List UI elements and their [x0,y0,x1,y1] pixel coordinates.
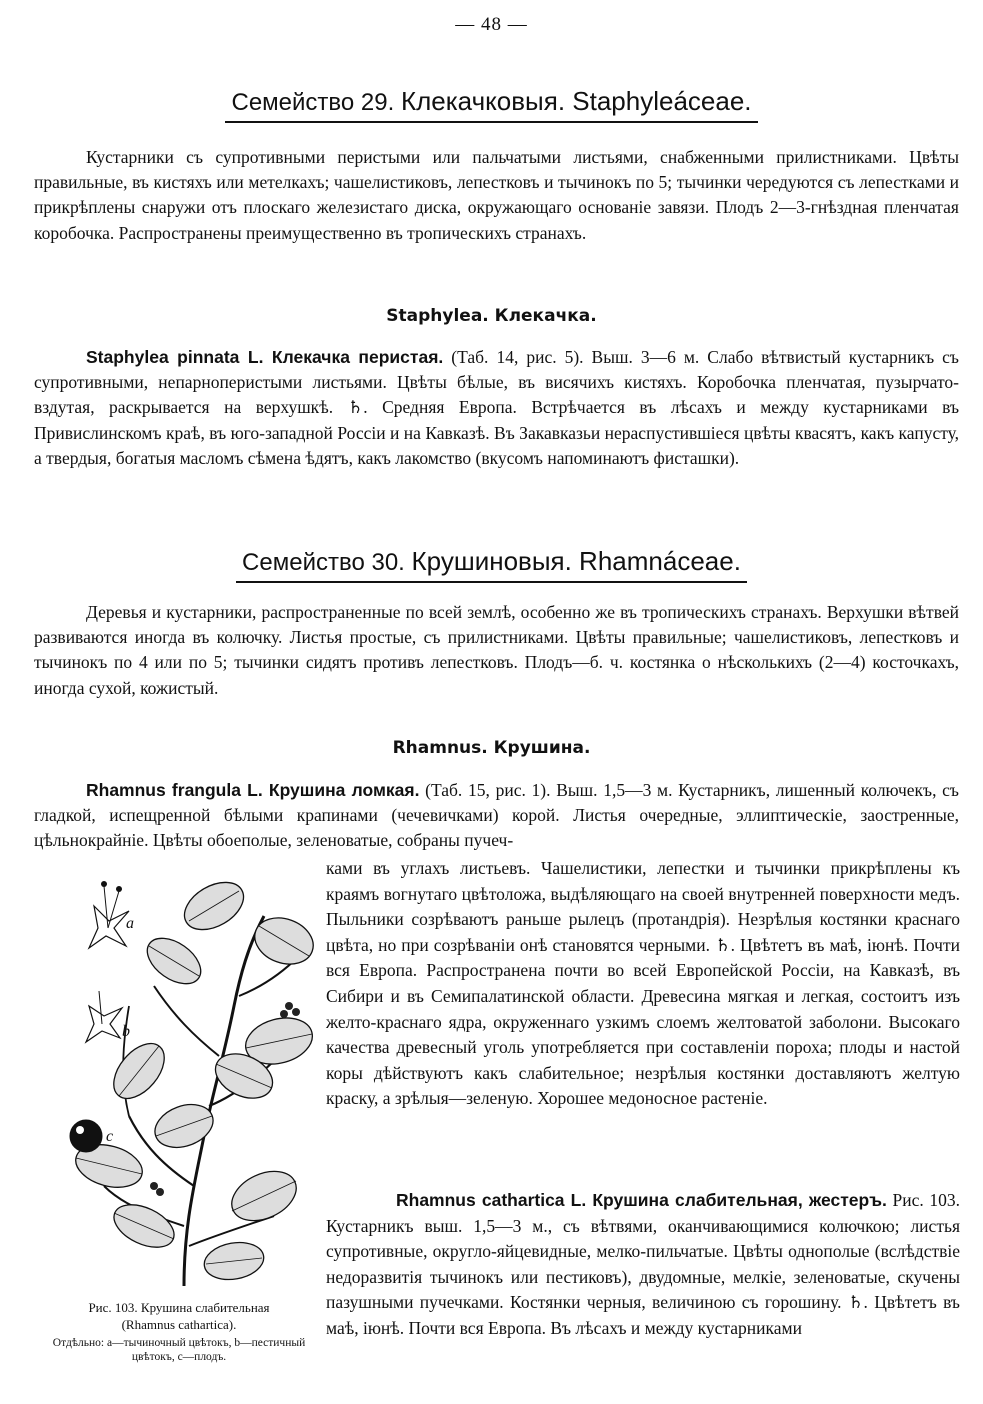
rhamnus-cathartica-entry [326,1188,960,1342]
rhamnus-cathartica-illustration [34,866,324,1294]
rhamnus-frangula-entry-column: ками въ углахъ листьевъ. Чашелистики, лепестки и тычинки прикрѣплены къ краямъ вогнутаго цвѣтоложа, выдѣляющаго на своей внутренней поверхности медъ. Пыльники созрѣваютъ раньше рылецъ (протандрія). Незрѣлыя костянки краснаго цвѣта, но при созрѣваніи онѣ становятся черными. ♄. Цвѣтетъ въ маѣ, іюнѣ. Почти вся Европа. Распространена почти во всей Европейской Россіи, на Кавказѣ, въ Сибири и въ Семипалатинской области. Древесина мягкая и легкая, состоитъ изъ желто-краснаго ядра, окруженнаго узкимъ слоемъ желтоватой заболони. Высокаго качества древесный уголь употребляется при составленіи пороха; плоды и настой коры дѣйствуютъ какъ слабительное; незрѣлыя костянки доставляютъ желтую краску, а зрѣлыя—зеленую. Хорошее медоносное растеніе. [326,858,960,1109]
figure-caption-line2: (Rhamnus cathartica). [121,1317,237,1332]
label-a: a [126,915,134,932]
family-30-prefix: Семейство 30. [242,549,405,576]
staphylea-pinnata-text: (Таб. 14, рис. 5). Выш. 3—6 м. Слабо вѣтвистый кустарникъ съ супротивными, непарноперистыми листьями. Цвѣты бѣлые, въ висячихъ кистяхъ. Коробочка пленчатая, пузырчато-вздутая, раскрывается на верхушкѣ. ♄. Средняя Европа. Встрѣчается въ лѣсахъ и между кустарниками въ Привислинскомъ краѣ, въ юго-западной Россіи и на Кавказѣ. Въ Закавказьи нераспустившіеся цвѣты квасятъ, какъ капусту, а твердыя, богатыя масломъ сѣмена ѣдятъ, какъ лакомство (вкусомъ напоминаютъ фисташки). [34,347,959,468]
family-29-heading [0,86,983,123]
family-30-heading [0,546,983,583]
staphylea-pinnata-entry [34,345,959,471]
family-30-description: Деревья и кустарники, распространенные по всей землѣ, особенно же въ тропическихъ странахъ. Верхушки вѣтвей развиваются иногда въ колючку. Листья простые, съ прилистниками. Цвѣты правильные; чашелистиковъ, лепестковъ и тычинокъ по 4 или по 5; тычинки сидятъ противъ лепестковъ. Плодъ—б. ч. костянка о нѣсколькихъ (2—4) косточкахъ, иногда сухой, кожистый. [34,602,959,698]
page-number: — 48 — [455,14,528,35]
family-29-description: Кустарники съ супротивными перистыми или пальчатыми листьями, снабженными прилистниками. Цвѣты правильные, въ кистяхъ или метелкахъ; чашелистиковъ, лепестковъ и тычинокъ по 5; тычинки чередуются съ лепестками и прикрѣплены снаружи отъ плоскаго железистаго диска, окружающаго основаніе завязи. Плодъ 2—3-гнѣздная пленчатая коробочка. Распространены преимущественно въ тропическихъ странахъ. [34,147,959,243]
genus-staphylea-heading: Staphylea. Клекачка. [386,306,597,326]
family-30-name: Крушиновыя. Rhamnáceae. [411,546,741,576]
rhamnus-frangula-name: Rhamnus frangula L. Крушина ломкая. [86,780,420,800]
rhamnus-cathartica-text: Рис. 103. Кустарникъ выш. 1,5—3 м., съ вѣтвями, оканчивающимися колючкою; листья супротивные, округло-яйцевидные, мелко-пильчатые. Цвѣты однополые (вслѣдствіе недоразвитія тычинокъ или пестиковъ), двудомные, мелкіе, зеленоватые, скучены пазушными пучечками. Костянки черныя, величиною съ горошину. ♄. Цвѣтетъ въ маѣ, іюнѣ. Почти вся Европа. Въ лѣсахъ и между кустарниками [326,1190,960,1338]
family-29-name: Клекачковыя. Staphyleáceae. [400,86,752,116]
family-29-prefix: Семейство 29. [231,89,395,116]
genus-rhamnus-heading: Rhamnus. Крушина. [392,738,591,758]
rhamnus-cathartica-name: Rhamnus cathartica L. Крушина слабительная, жестеръ. [396,1190,887,1210]
label-b: b [122,1023,130,1040]
rhamnus-frangula-entry-top [34,778,959,854]
figure-caption-line1: Рис. 103. Крушина слабительная [88,1300,270,1315]
figure-caption-note: Отдѣльно: a—тычиночный цвѣтокъ, b—пестичный цвѣтокъ, c—плодъ. [52,1337,306,1363]
plant-drawing [34,866,324,1294]
rhamnus-frangula-text-top: (Таб. 15, рис. 1). Выш. 1,5—3 м. Кустарникъ, лишенный колючекъ, съ гладкой, испещренной бѣлыми крапинами (чечевичками) корой. Листья очередные, эллиптическіе, заостренные, цѣльнокрайніе. Цвѣты обоеполые, зеленоватые, собраны пучеч- [34,780,959,851]
label-c: c [106,1128,114,1145]
staphylea-pinnata-name: Staphylea pinnata L. Клекачка перистая. [86,347,444,367]
